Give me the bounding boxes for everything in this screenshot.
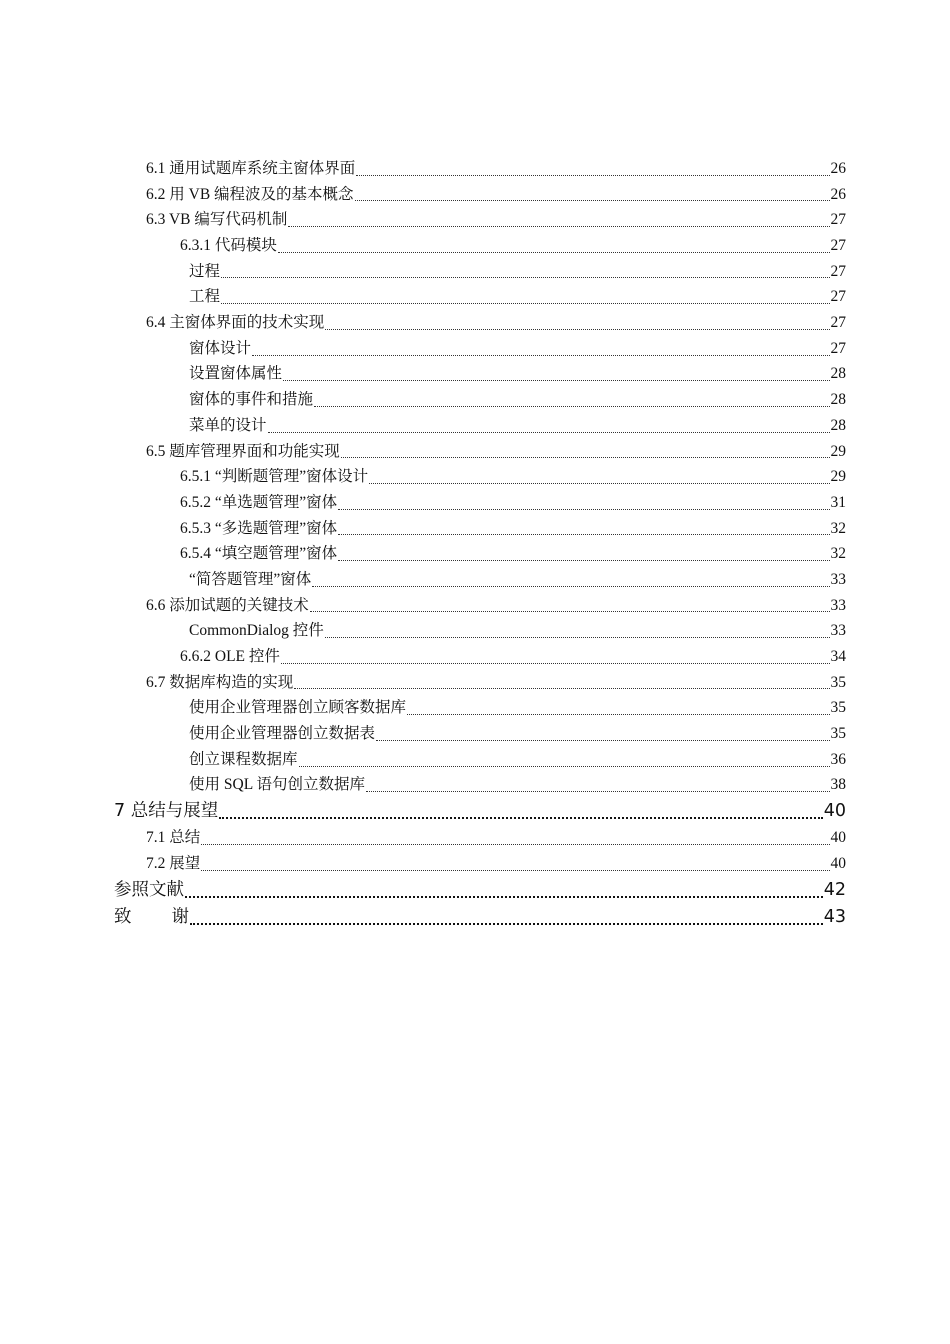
toc-entry-page: 40 — [830, 829, 846, 847]
dot-leader — [190, 923, 823, 925]
table-of-contents — [0, 156, 950, 931]
toc-entry[interactable] — [0, 336, 950, 362]
toc-entry-title: 设置窗体属性 — [189, 365, 283, 383]
toc-entry[interactable] — [0, 156, 950, 182]
toc-entry-title: 使用企业管理器创立顾客数据库 — [189, 699, 407, 717]
toc-entry[interactable] — [0, 695, 950, 721]
toc-entry-title: 创立课程数据库 — [189, 750, 298, 768]
toc-entry[interactable] — [0, 182, 950, 208]
toc-entry[interactable] — [0, 593, 950, 619]
toc-entry[interactable] — [0, 387, 950, 413]
toc-entry-title: 6.5 题库管理界面和功能实现 — [146, 442, 340, 460]
toc-entry[interactable] — [0, 851, 950, 877]
toc-entry-page: 33 — [830, 570, 846, 588]
toc-entry-title: 6.3 VB 编写代码机制 — [146, 211, 288, 229]
toc-entry-page: 27 — [830, 211, 846, 229]
toc-entry-page: 28 — [830, 365, 846, 383]
toc-entry-page: 28 — [830, 391, 846, 409]
toc-entry-title: 6.5.3 “多选题管理”窗体 — [180, 519, 338, 537]
toc-entry-title: 工程 — [189, 288, 221, 306]
toc-entry-page: 32 — [830, 545, 846, 563]
toc-entry-title: 6.7 数据库构造的实现 — [146, 673, 294, 691]
toc-entry[interactable] — [0, 798, 950, 825]
toc-entry-page: 32 — [830, 519, 846, 537]
toc-entry[interactable] — [0, 464, 950, 490]
toc-entry-title: 使用企业管理器创立数据表 — [189, 725, 376, 743]
dot-leader — [376, 740, 829, 741]
toc-entry[interactable] — [0, 670, 950, 696]
dot-leader — [221, 303, 829, 304]
toc-entry-title: 7 总结与展望 — [114, 801, 219, 822]
toc-entry-title: 6.4 主窗体界面的技术实现 — [146, 314, 325, 332]
toc-entry-page: 36 — [830, 750, 846, 768]
toc-entry-title: 6.2 用 VB 编程波及的基本概念 — [146, 185, 354, 203]
dot-leader — [283, 380, 829, 381]
toc-entry[interactable] — [0, 541, 950, 567]
toc-entry-title: 菜单的设计 — [189, 416, 267, 434]
dot-leader — [299, 766, 830, 767]
toc-entry[interactable] — [0, 490, 950, 516]
toc-entry-page: 27 — [830, 288, 846, 306]
toc-entry-page: 26 — [830, 159, 846, 177]
toc-entry-title: 6.5.4 “填空题管理”窗体 — [180, 545, 338, 563]
title-char: 谢 — [171, 906, 189, 927]
toc-entry[interactable] — [0, 310, 950, 336]
toc-entry[interactable] — [0, 644, 950, 670]
toc-entry[interactable] — [0, 567, 950, 593]
toc-entry-page: 34 — [830, 648, 846, 666]
dot-leader — [281, 663, 830, 664]
toc-entry-page: 29 — [830, 468, 846, 486]
dot-leader — [325, 637, 830, 638]
dot-leader — [338, 560, 829, 561]
toc-entry[interactable] — [0, 516, 950, 542]
toc-entry[interactable] — [0, 618, 950, 644]
toc-entry[interactable] — [0, 439, 950, 465]
toc-entry-page: 42 — [823, 879, 846, 900]
toc-entry-title: 使用 SQL 语句创立数据库 — [189, 776, 365, 794]
dot-leader — [338, 534, 829, 535]
toc-entry-page: 38 — [830, 776, 846, 794]
toc-entry[interactable] — [0, 877, 950, 904]
dot-leader — [201, 844, 829, 845]
toc-entry-title: 6.6 添加试题的关键技术 — [146, 596, 309, 614]
toc-entry-page: 43 — [823, 906, 846, 927]
toc-entry[interactable] — [0, 721, 950, 747]
toc-entry-page: 40 — [823, 801, 846, 822]
toc-entry[interactable] — [0, 413, 950, 439]
toc-entry-title: 窗体设计 — [189, 339, 252, 357]
toc-entry-acknowledgements[interactable] — [0, 904, 950, 931]
toc-entry-page: 35 — [830, 699, 846, 717]
dot-leader — [312, 586, 829, 587]
toc-entry-title: “简答题管理”窗体 — [189, 570, 312, 588]
toc-entry-title: 7.2 展望 — [146, 854, 201, 872]
dot-leader — [185, 896, 823, 898]
toc-entry[interactable] — [0, 284, 950, 310]
toc-entry-page: 40 — [830, 854, 846, 872]
toc-entry-page: 31 — [830, 493, 846, 511]
toc-entry-title — [114, 904, 189, 931]
dot-leader — [310, 611, 830, 612]
dot-leader — [369, 483, 829, 484]
toc-entry[interactable] — [0, 207, 950, 233]
dot-leader — [366, 791, 830, 792]
dot-leader — [407, 714, 829, 715]
toc-entry-title: 6.1 通用试题库系统主窗体界面 — [146, 159, 356, 177]
toc-entry-title: 6.5.1 “判断题管理”窗体设计 — [180, 468, 369, 486]
toc-entry-page: 27 — [830, 237, 846, 255]
toc-entry-page: 27 — [830, 339, 846, 357]
toc-entry-page: 35 — [830, 673, 846, 691]
dot-leader — [221, 277, 829, 278]
dot-leader — [338, 509, 829, 510]
toc-entry-title: 7.1 总结 — [146, 829, 201, 847]
toc-entry[interactable] — [0, 259, 950, 285]
toc-entry-title: 过程 — [189, 262, 221, 280]
toc-entry-page: 33 — [830, 622, 846, 640]
toc-entry[interactable] — [0, 747, 950, 773]
toc-entry-page: 27 — [830, 314, 846, 332]
dot-leader — [252, 355, 829, 356]
toc-entry-title: CommonDialog 控件 — [189, 622, 324, 640]
dot-leader — [201, 870, 829, 871]
toc-entry-title: 6.3.1 代码模块 — [180, 237, 277, 255]
toc-entry[interactable] — [0, 233, 950, 259]
dot-leader — [341, 457, 830, 458]
dot-leader — [278, 252, 830, 253]
dot-leader — [294, 688, 829, 689]
dot-leader — [356, 175, 829, 176]
toc-entry-title: 6.6.2 OLE 控件 — [180, 648, 280, 666]
toc-entry-page: 26 — [830, 185, 846, 203]
dot-leader — [268, 432, 830, 433]
toc-entry-title: 窗体的事件和措施 — [189, 391, 314, 409]
toc-entry-title: 6.5.2 “单选题管理”窗体 — [180, 493, 338, 511]
toc-entry[interactable] — [0, 773, 950, 799]
dot-leader — [355, 200, 830, 201]
toc-entry[interactable] — [0, 362, 950, 388]
dot-leader — [219, 817, 823, 819]
toc-entry[interactable] — [0, 825, 950, 851]
dot-leader — [325, 329, 829, 330]
toc-entry-page: 27 — [830, 262, 846, 280]
toc-entry-page: 29 — [830, 442, 846, 460]
toc-entry-title: 参照文献 — [114, 879, 184, 900]
toc-entry-page: 33 — [830, 596, 846, 614]
dot-leader — [288, 226, 829, 227]
dot-leader — [314, 406, 829, 407]
toc-entry-page: 28 — [830, 416, 846, 434]
title-char: 致 — [114, 906, 132, 927]
toc-entry-page: 35 — [830, 725, 846, 743]
